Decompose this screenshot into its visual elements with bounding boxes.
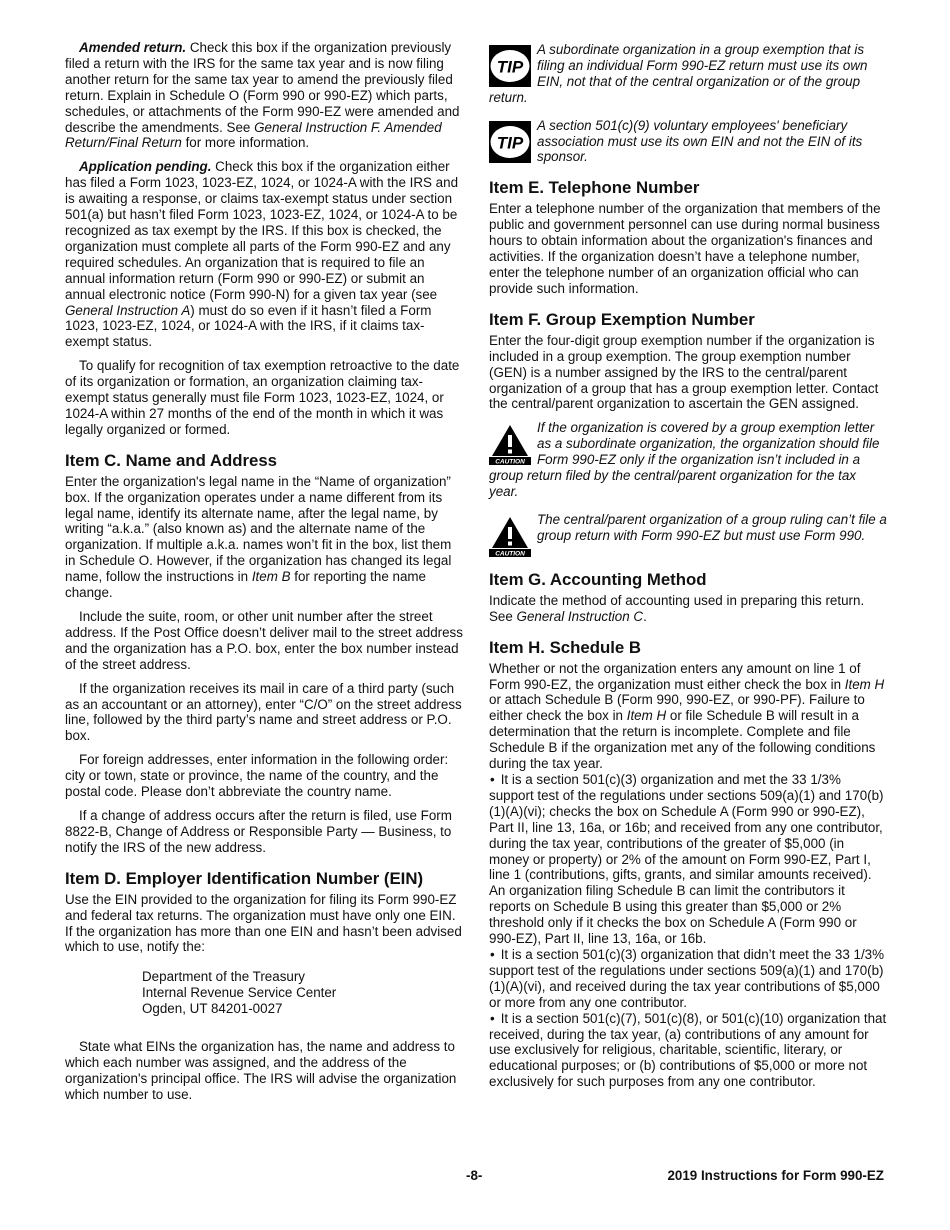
tip-icon [489, 45, 531, 87]
application-pending-paragraph: Application pending. Check this box if the organization either has filed a Form 1023, 1023-EZ, 1024, or 1024-A with the IRS and is awaiting a response, or claims tax-exempt status under section 501(a) but hasn’t filed Form 1023, 1023-EZ, 1024, or 1024-A to be recognized as tax exempt by the IRS. If this box is checked, the organization must complete all parts of the Form 990-EZ and any required schedules. An organization that is required to file an annual information return (Form 990 or 990-EZ) or submit an annual electronic notice (Form 990-N) for a given tax year (see General Instruction A) must do so even if it hasn’t filed a Form 1023, 1023-EZ, 1024, or 1024-A with the IRS, if it claims tax-exempt status. [65, 159, 459, 350]
tip-note-1 [489, 42, 887, 106]
amended-return-title: Amended return. [79, 40, 187, 55]
item-g-heading: Item G. Accounting Method [489, 569, 707, 589]
list-item: • It is a section 501(c)(7), 501(c)(8), or 501(c)(10) organization that received, during the tax year, (a) contributions of any amount for use exclusively for religious, charitable, scientific, literary, or educational purposes; or (b) contributions of $5,000 or more not exclusively for such purposes from any one contributor. [489, 1011, 887, 1091]
address-line: Ogden, UT 84201-0027 [142, 1001, 283, 1017]
item-e-heading: Item E. Telephone Number [489, 178, 700, 198]
tip-text: A subordinate organization in a group exemption that is filing an individual Form 990-EZ return must use its own EIN, not that of the central organization or of the group return. [489, 42, 868, 105]
left-column [65, 40, 463, 1111]
list-item: • It is a section 501(c)(3) organization that didn’t meet the 33 1/3% support test of the regulations under sections 509(a)(1) and 170(b)(1)(A)(vi), and received during the tax year contributions of $5,000 or more from any one contributor. [489, 947, 887, 1011]
page-footer [0, 1168, 950, 1186]
item-d-heading: Item D. Employer Identification Number (EIN) [65, 868, 424, 888]
tip-icon [489, 121, 531, 163]
item-c-paragraph-2: Include the suite, room, or other unit number after the street address. If the Post Office doesn’t deliver mail to the street address and the organization has a P.O. box, enter the box number instead of the street address. [65, 609, 463, 672]
right-column [489, 40, 887, 1090]
item-d-paragraph-2: State what EINs the organization has, the name and address to which each number was assigned, and the address of the organization's principal office. The IRS will advise the organization which number to use. [65, 1039, 457, 1103]
page-number: -8- [466, 1168, 483, 1183]
caution-label: CAUTION [495, 458, 525, 466]
tip-label: TIP [496, 133, 524, 153]
item-c-paragraph-3: If the organization receives its mail in care of a third party (such as an accountant or an attorney), enter “C/O” on the street address line, followed by the third party’s name and street address or P.O. box. [65, 680, 462, 744]
item-d-paragraph-1: Use the EIN provided to the organization for filing its Form 990-EZ and federal tax returns. The organization must have only one EIN. If the organization has more than one EIN and hasn’t been advised which to use, notify the: [65, 891, 462, 955]
tip-text: A section 501(c)(9) voluntary employees' beneficiary association must use its own EIN and not the EIN of its sponsor. [537, 117, 863, 165]
item-h-heading: Item H. Schedule B [489, 637, 641, 657]
caution-icon [489, 423, 531, 465]
item-e-paragraph: Enter a telephone number of the organization that members of the public and government personnel can use during normal business hours to obtain information about the organization's finances and activities. If the organization doesn’t have a telephone number, enter the telephone number of an organization official who can provide such information. [489, 201, 881, 296]
item-f-paragraph: Enter the four-digit group exemption number if the organization is included in a group exemption. The group exemption number (GEN) is a number assigned by the IRS to the central/parent organization of a group that has a group exemption letter. Contact the central/parent organization to ascertain the GEN assigned. [489, 332, 879, 412]
caution-label: CAUTION [495, 550, 525, 557]
item-h-paragraph: Whether or not the organization enters any amount on line 1 of Form 990-EZ, the organization must either check the box in Item H or attach Schedule B (Form 990, 990-EZ, or 990-PF). Failure to either check the box in Item H or file Schedule B will result in a determination that the return is incomplete. Complete and file Schedule B if the organization met any of the following conditions during the tax year. [489, 660, 885, 772]
retroactive-paragraph: To qualify for recognition of tax exemption retroactive to the date of its organization or formation, an organization claiming tax-exempt status generally must file Form 1023, 1023-EZ, 1024, or 1024-A within 27 months of the end of the month in which it was legally organized or formed. [65, 358, 460, 437]
item-g-paragraph: Indicate the method of accounting used in preparing this return. See General Instruction C. [489, 592, 865, 624]
item-c-paragraph-4: For foreign addresses, enter information in the following order: city or town, state or province, the name of the country, and the postal code. Please don’t abbreviate the country name. [65, 752, 449, 800]
irs-mailing-address [142, 969, 463, 1017]
list-item: • It is a section 501(c)(3) organization and met the 33 1/3% support test of the regulations under sections 509(a)(1) and 170(b)(1)(A)(vi); checks the box on Schedule A (Form 990 or 990-EZ), Part II, line 13, 16a, or 16b; and received from any one contributor, during the tax year, contributions of the greater of $5,000 (in money or property) or 2% of the amount on Form 990-EZ, Part I, line 1 (contributions, gifts, grants, and similar amounts received). An organization filing Schedule B can limit the contributors it reports on Schedule B using this greater than $5,000 or 2% threshold only if it checks the box on Schedule A (Form 990 or 990-EZ), Part II, line 13, 16a, or 16b. [489, 772, 887, 947]
caution-note-2 [489, 512, 887, 557]
tip-note-2 [489, 118, 887, 166]
caution-text: The central/parent organization of a group ruling can’t file a group return with Form 990-EZ but must use Form 990. [537, 511, 887, 543]
item-c-paragraph-5: If a change of address occurs after the return is filed, use Form 8822-B, Change of Address or Responsible Party — Business, to notify the IRS of the new address. [65, 807, 452, 855]
caution-icon [489, 515, 531, 557]
item-f-heading: Item F. Group Exemption Number [489, 309, 755, 329]
item-c-heading: Item C. Name and Address [65, 450, 278, 470]
caution-note-1 [489, 420, 887, 500]
item-c-paragraph-1: Enter the organization's legal name in the “Name of organization” box. If the organization operates under a name different from its legal name, identify its alternate name, after the legal name, by writing “a.k.a.” (also known as) and the alternate name of the organization. If multiple a.k.a. names won’t fit in the box, list them in Schedule O. However, if the organization has changed its legal name, follow the instructions in Item B for reporting the name change. [65, 473, 452, 601]
document-title: 2019 Instructions for Form 990-EZ [667, 1168, 884, 1183]
tip-label: TIP [496, 57, 524, 77]
address-line: Department of the Treasury [142, 969, 305, 985]
address-line: Internal Revenue Service Center [142, 985, 337, 1001]
amended-return-paragraph: Amended return. Check this box if the organization previously filed a return with the IRS for the same tax year and is now filing another return for the same tax year to amend the previously filed return. Explain in Schedule O (Form 990 or 990-EZ) which parts, schedules, or attachments of the Form 990-EZ were amended and describe the amendments. See General Instruction F. Amended Return/Final Return for more information. [65, 40, 460, 151]
caution-text: If the organization is covered by a group exemption letter as a subordinate organization, the organization should file Form 990-EZ only if the organization isn’t included in a group return filed by the central/parent organization for the tax year. [489, 420, 880, 499]
application-pending-title: Application pending. [79, 159, 212, 175]
